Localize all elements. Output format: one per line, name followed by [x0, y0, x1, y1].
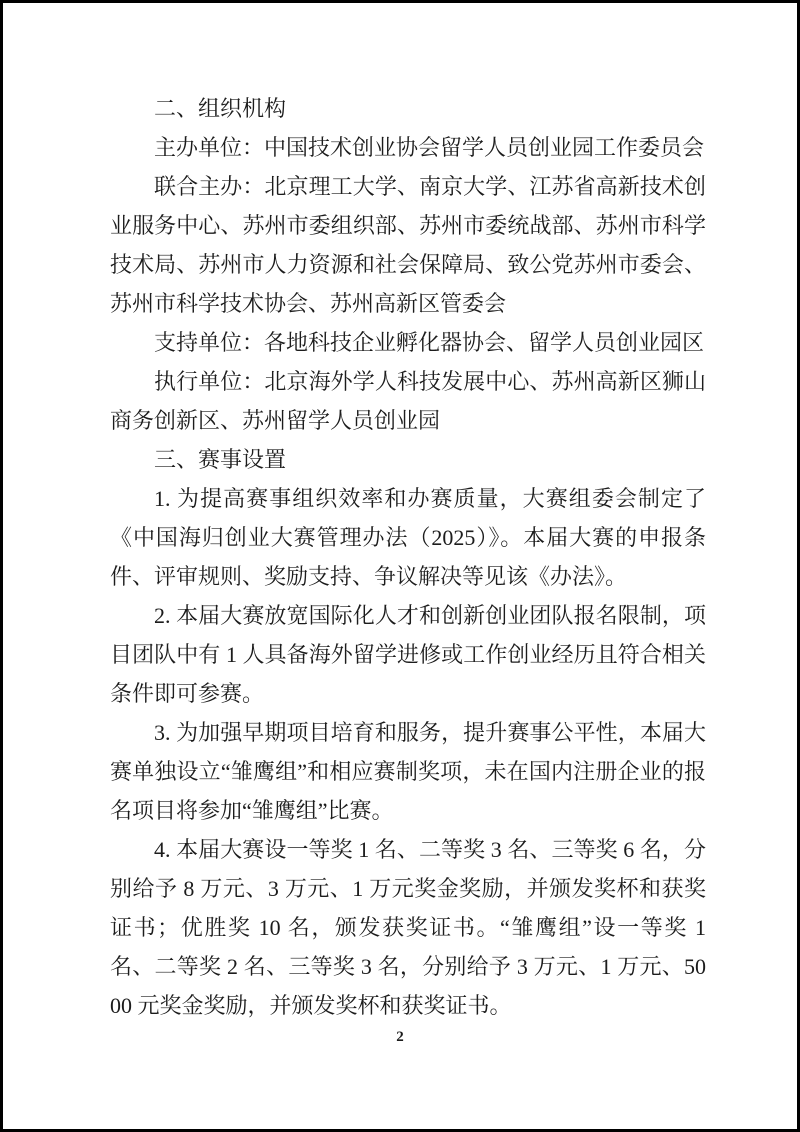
- paragraph-event-rule-3: 3. 为加强早期项目培育和服务，提升赛事公平性，本届大赛单独设立“雏鹰组”和相应赛制奖项，未在国内注册企业的报名项目将参加“雏鹰组”比赛。: [110, 720, 706, 823]
- paragraph-executing-units: 执行单位：北京海外学人科技发展中心、苏州高新区狮山商务创新区、苏州留学人员创业园: [110, 369, 706, 433]
- section-heading-event-setup: 三、赛事设置: [154, 447, 287, 472]
- page-number: 2: [396, 1029, 404, 1045]
- paragraph-event-rule-1: 1. 为提高赛事组织效率和办赛质量，大赛组委会制定了《中国海归创业大赛管理办法（2025）》。本届大赛的申报条件、评审规则、奖励支持、争议解决等见该《办法》。: [110, 486, 706, 589]
- paragraph-supporting-units: 支持单位：各地科技企业孵化器协会、留学人员创业园区: [154, 330, 705, 355]
- paragraph-host-unit: 主办单位：中国技术创业协会留学人员创业园工作委员会: [154, 135, 705, 160]
- paragraph-co-hosts: 联合主办：北京理工大学、南京大学、江苏省高新技术创业服务中心、苏州市委组织部、苏州市委统战部、苏州市科学技术局、苏州市人力资源和社会保障局、致公党苏州市委会、苏州市科学技术协会、苏州高新区管委会: [110, 174, 706, 316]
- paragraph-event-rule-4: 4. 本届大赛设一等奖 1 名、二等奖 3 名、三等奖 6 名，分别给予 8 万元、3 万元、1 万元奖金奖励，并颁发奖杯和获奖证书；优胜奖 10 名，颁发获奖证书。“雏鹰组”设一等奖 1 名、二等奖 2 名、三等奖 3 名，分别给予 3 万元、1 万元、5000 元奖金奖励，并颁发奖杯和获奖证书。: [110, 837, 706, 1018]
- document-body: [110, 89, 706, 1025]
- paragraph-event-rule-2: 2. 本届大赛放宽国际化人才和创新创业团队报名限制，项目团队中有 1 人具备海外留学进修或工作创业经历且符合相关条件即可参赛。: [110, 603, 706, 706]
- section-heading-organization: 二、组织机构: [154, 96, 287, 121]
